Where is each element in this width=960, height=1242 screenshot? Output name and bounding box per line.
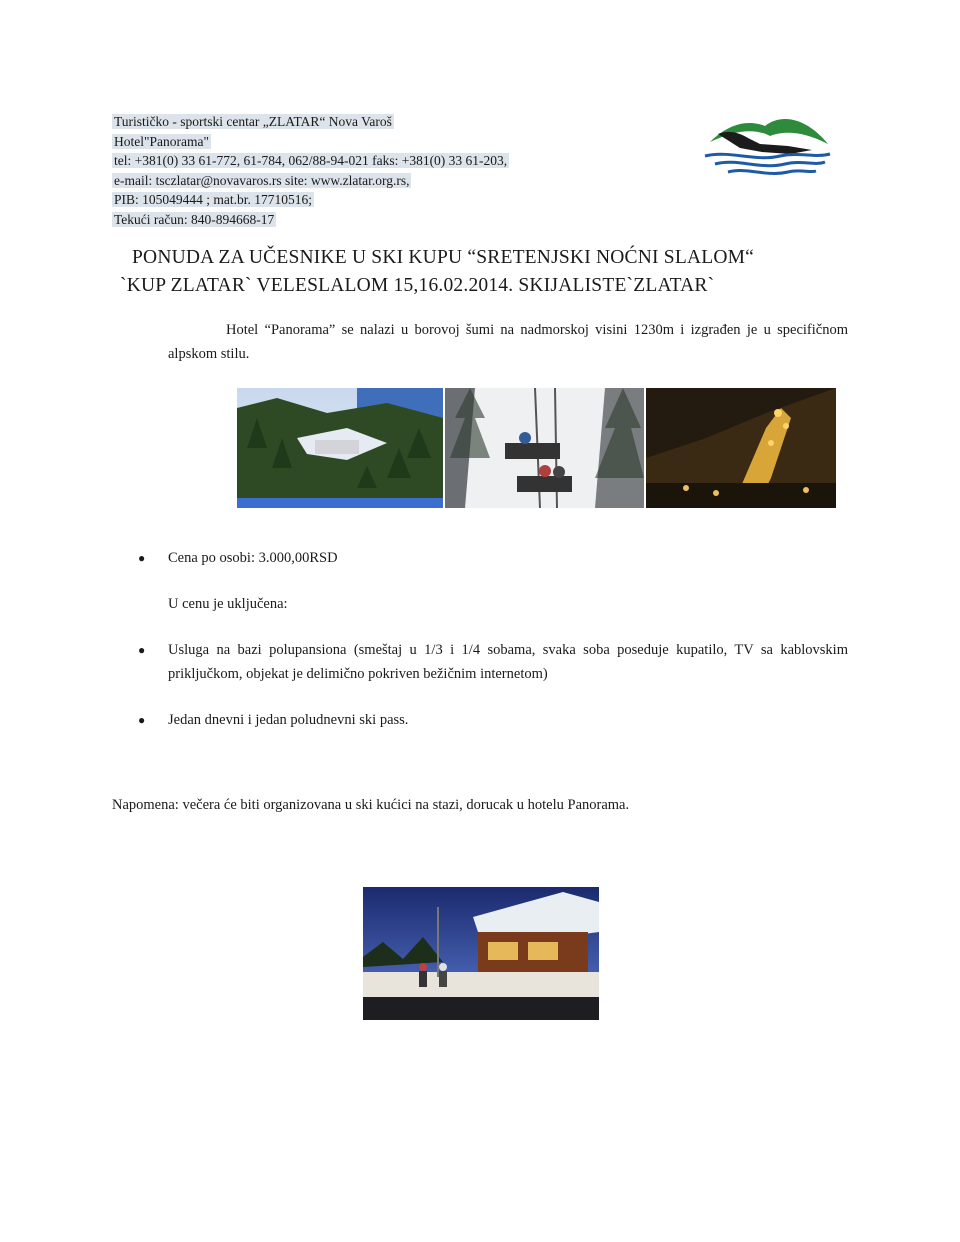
ski-hut-night-photo: [363, 887, 599, 1020]
title-line-1: PONUDA ZA UČESNIKE U SKI KUPU “SRETENJSKI NOĆNI SLALOM“: [132, 247, 755, 268]
header-line: e-mail: tsczlatar@novavaros.rs site: www.zlatar.org.rs,: [114, 172, 410, 188]
header-line: PIB: 105049444 ; mat.br. 17710516;: [114, 192, 313, 207]
photo-strip: [237, 388, 837, 508]
intro-text: Hotel “Panorama” se nalazi u borovoj šumi na nadmorskoj visini 1230m i izgrađen je u specifičnom alpskom stilu.: [168, 322, 848, 362]
bullet-icon: ●: [138, 713, 146, 727]
ski-lift-chairs-photo: [445, 388, 644, 508]
title-line-2: `KUP ZLATAR` VELESLALOM 15,16.02.2014. SKIJALISTE`ZLATAR`: [120, 275, 715, 296]
price-text: Cena po osobi: 3.000,00RSD: [168, 550, 338, 566]
header-line: Turističko - sportski centar „ZLATAR“ Nova Varoš: [114, 114, 392, 129]
note-text: Napomena: večera će biti organizovana u ski kućici na stazi, dorucak u hotelu Panorama.: [112, 797, 630, 813]
header-line: tel: +381(0) 33 61-772, 61-784, 062/88-94-021 faks: +381(0) 33 61-203,: [114, 153, 508, 168]
included-item-text: Usluga na bazi polupansiona (smeštaj u 1/3 i 1/4 sobama, svaka soba poseduje kupatilo, TV sa kablovskim priključkom, objekat je delimično pokriven bežičnim internetom): [168, 642, 848, 682]
header-line: Tekući račun: 840-894668-17: [114, 211, 275, 227]
zlatar-mountain-logo: [700, 112, 835, 187]
offer-title: [110, 244, 850, 300]
bullet-icon: ●: [138, 551, 146, 565]
night-ski-slope-photo: [646, 388, 836, 508]
included-label: U cenu je uključena:: [168, 596, 288, 612]
hotel-contact-header: [112, 112, 582, 229]
header-line: Hotel"Panorama": [114, 133, 209, 149]
included-item-text: Jedan dnevni i jedan poludnevni ski pass.: [168, 712, 409, 728]
hotel-intro: [168, 318, 848, 366]
bullet-icon: ●: [138, 643, 146, 657]
forest-hotel-aerial-photo: [237, 388, 443, 508]
